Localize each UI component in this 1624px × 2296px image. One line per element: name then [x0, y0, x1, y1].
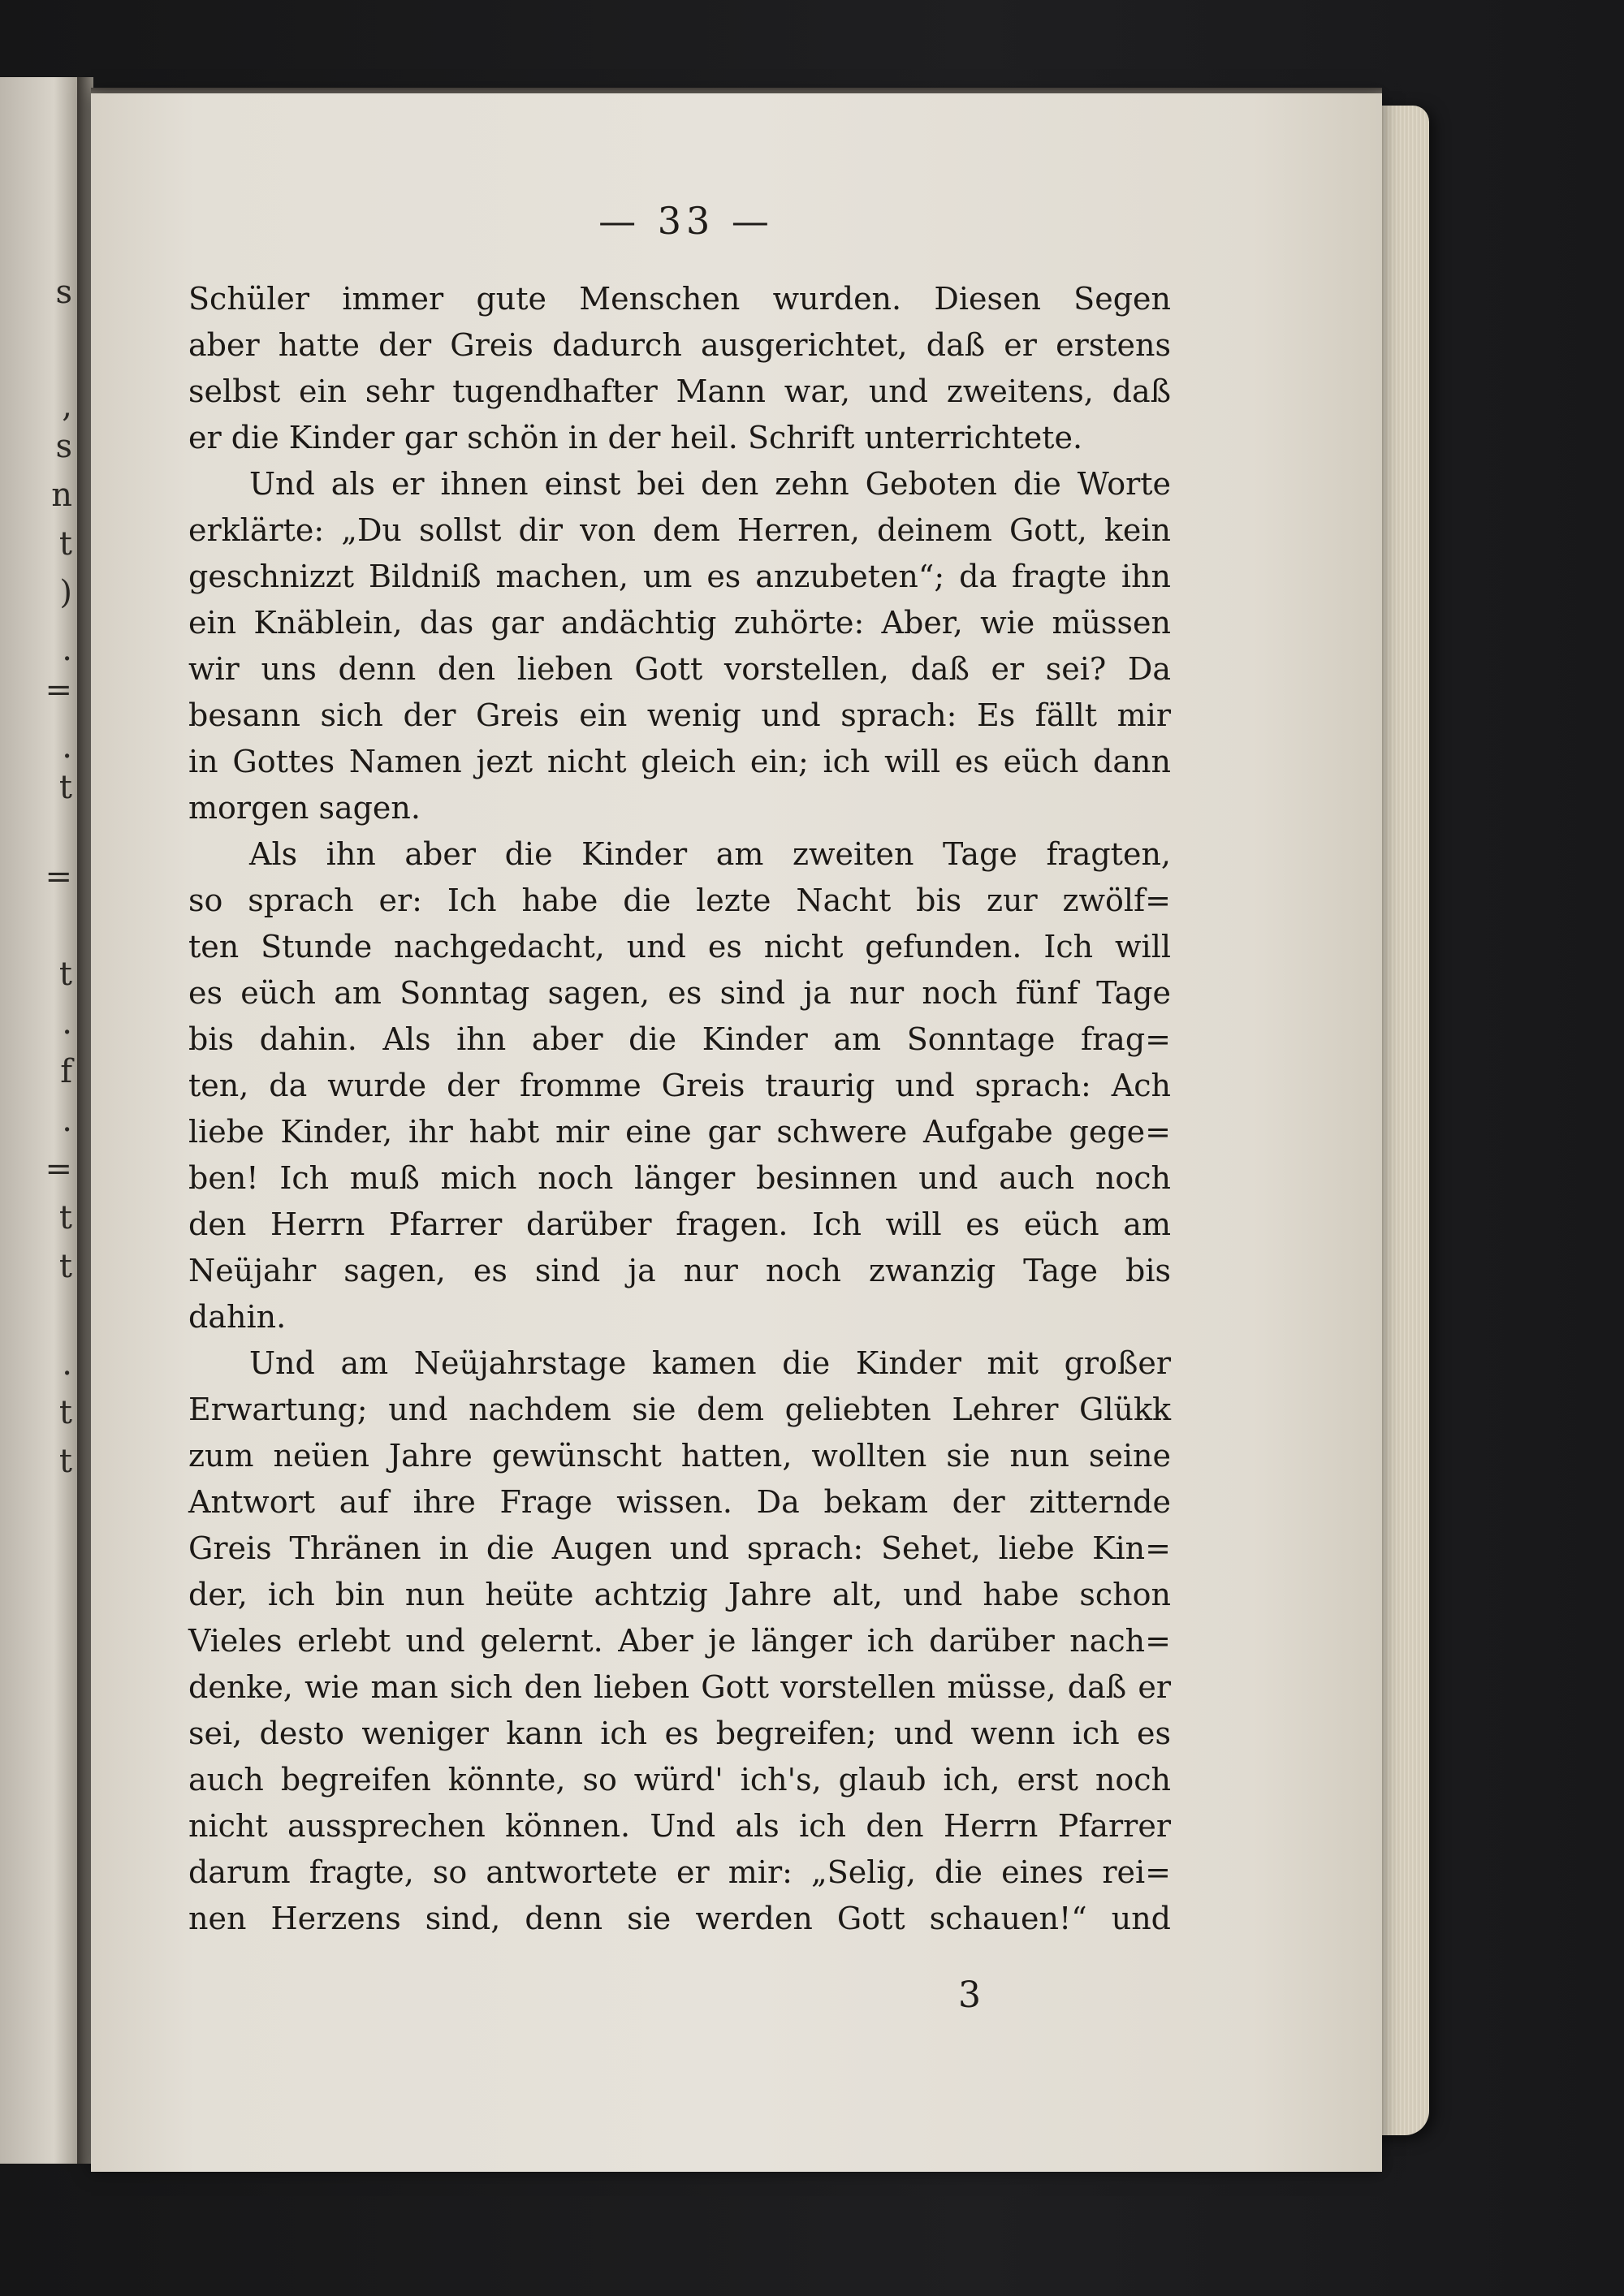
left-page-fragments	[45, 77, 77, 2164]
text-line: morgen sagen.	[188, 790, 421, 826]
text-line: ein Knäblein, das gar andächtig zuhörte: Aber, wie müssen	[188, 605, 1171, 641]
text-line: ten, da wurde der fromme Greis traurig und sprach: Ach	[188, 1068, 1171, 1103]
text-line: Erwartung; und nachdem sie dem geliebten Lehrer Glükk	[188, 1392, 1171, 1427]
page-number-header: — 33 —	[598, 199, 774, 243]
text-line: er die Kinder gar schön in der heil. Schrift unterrichtete.	[188, 420, 1083, 455]
text-line: nen Herzens sind, denn sie werden Gott schauen!“ und	[188, 1901, 1171, 1936]
signature-mark: 3	[958, 1974, 981, 2016]
left-page-glyph: .	[62, 631, 72, 668]
text-line: dahin.	[188, 1299, 287, 1335]
page-body-text	[188, 276, 1171, 1942]
left-page-glyph: f	[60, 1053, 72, 1090]
text-line: Greis Thränen in die Augen und sprach: Sehet, liebe Kin=	[188, 1530, 1171, 1566]
text-line: besann sich der Greis ein wenig und sprach: Es fällt mir	[188, 697, 1171, 733]
left-page-glyph: t	[58, 1443, 72, 1480]
left-page-edge	[0, 77, 79, 2164]
text-line: sei, desto weniger kann ich es begreifen; und wenn ich es	[188, 1716, 1171, 1751]
left-page-glyph: t	[58, 525, 72, 563]
left-page-glyph: .	[62, 1004, 72, 1042]
left-page-glyph: .	[62, 1345, 72, 1383]
text-line: bis dahin. Als ihn aber die Kinder am Sonntage frag=	[188, 1021, 1171, 1057]
text-line: Als ihn aber die Kinder am zweiten Tage fragten,	[249, 836, 1171, 872]
left-page-glyph: .	[62, 1102, 72, 1139]
text-line: Und als er ihnen einst bei den zehn Geboten die Worte	[249, 466, 1171, 502]
left-page-glyph: n	[51, 477, 72, 514]
text-line: es eüch am Sonntag sagen, es sind ja nur noch fünf Tage	[188, 975, 1171, 1011]
left-page-glyph: t	[58, 1394, 72, 1431]
text-line: Antwort auf ihre Frage wissen. Da bekam der zitternde	[188, 1484, 1171, 1520]
text-line: Vieles erlebt und gelernt. Aber je länger ich darüber nach=	[188, 1623, 1171, 1659]
left-page-glyph: .	[62, 728, 72, 766]
left-page-glyph: s	[55, 428, 72, 465]
left-page-glyph: t	[58, 1248, 72, 1285]
text-line: nicht aussprechen können. Und als ich den Herrn Pfarrer	[188, 1808, 1171, 1844]
left-page-glyph: =	[45, 671, 72, 709]
left-page-glyph: ,	[62, 387, 72, 425]
text-line: darum fragte, so antwortete er mir: „Selig, die eines rei=	[188, 1854, 1171, 1890]
left-page-glyph: t	[58, 956, 72, 993]
text-line: in Gottes Namen jezt nicht gleich ein; ich will es eüch dann	[188, 744, 1171, 779]
text-line: Schüler immer gute Menschen wurden. Diesen Segen	[188, 281, 1171, 317]
text-line: Neüjahr sagen, es sind ja nur noch zwanzig Tage bis	[188, 1253, 1171, 1288]
text-line: ten Stunde nachgedacht, und es nicht gefunden. Ich will	[188, 929, 1171, 965]
text-line: zum neüen Jahre gewünscht hatten, wollten sie nun seine	[188, 1438, 1171, 1474]
left-page-glyph: t	[58, 1199, 72, 1236]
text-line: geschnizzt Bildniß machen, um es anzubeten“; da fragte ihn	[188, 559, 1171, 594]
text-line: ben! Ich muß mich noch länger besinnen und auch noch	[188, 1160, 1171, 1196]
text-line: selbst ein sehr tugendhafter Mann war, und zweitens, daß	[188, 373, 1171, 409]
text-line: so sprach er: Ich habe die lezte Nacht bis zur zwölf=	[188, 883, 1171, 918]
left-page-glyph: =	[45, 1150, 72, 1188]
left-page-glyph: t	[58, 769, 72, 806]
left-page-glyph: =	[45, 858, 72, 896]
text-line: Und am Neüjahrstage kamen die Kinder mit großer	[249, 1345, 1171, 1381]
text-line: wir uns denn den lieben Gott vorstellen, daß er sei? Da	[188, 651, 1171, 687]
text-line: aber hatte der Greis dadurch ausgerichtet, daß er erstens	[188, 327, 1171, 363]
left-page-glyph: )	[59, 574, 72, 611]
text-line: denke, wie man sich den lieben Gott vorstellen müsse, daß er	[188, 1669, 1171, 1705]
text-line: liebe Kinder, ihr habt mir eine gar schwere Aufgabe gege=	[188, 1114, 1171, 1150]
text-line: auch begreifen könnte, so würd' ich's, glaub ich, erst noch	[188, 1762, 1171, 1798]
text-line: der, ich bin nun heüte achtzig Jahre alt, und habe schon	[188, 1577, 1171, 1612]
left-page-glyph: s	[55, 274, 72, 311]
text-line: den Herrn Pfarrer darüber fragen. Ich will es eüch am	[188, 1206, 1171, 1242]
text-line: erklärte: „Du sollst dir von dem Herren, deinem Gott, kein	[188, 512, 1171, 548]
